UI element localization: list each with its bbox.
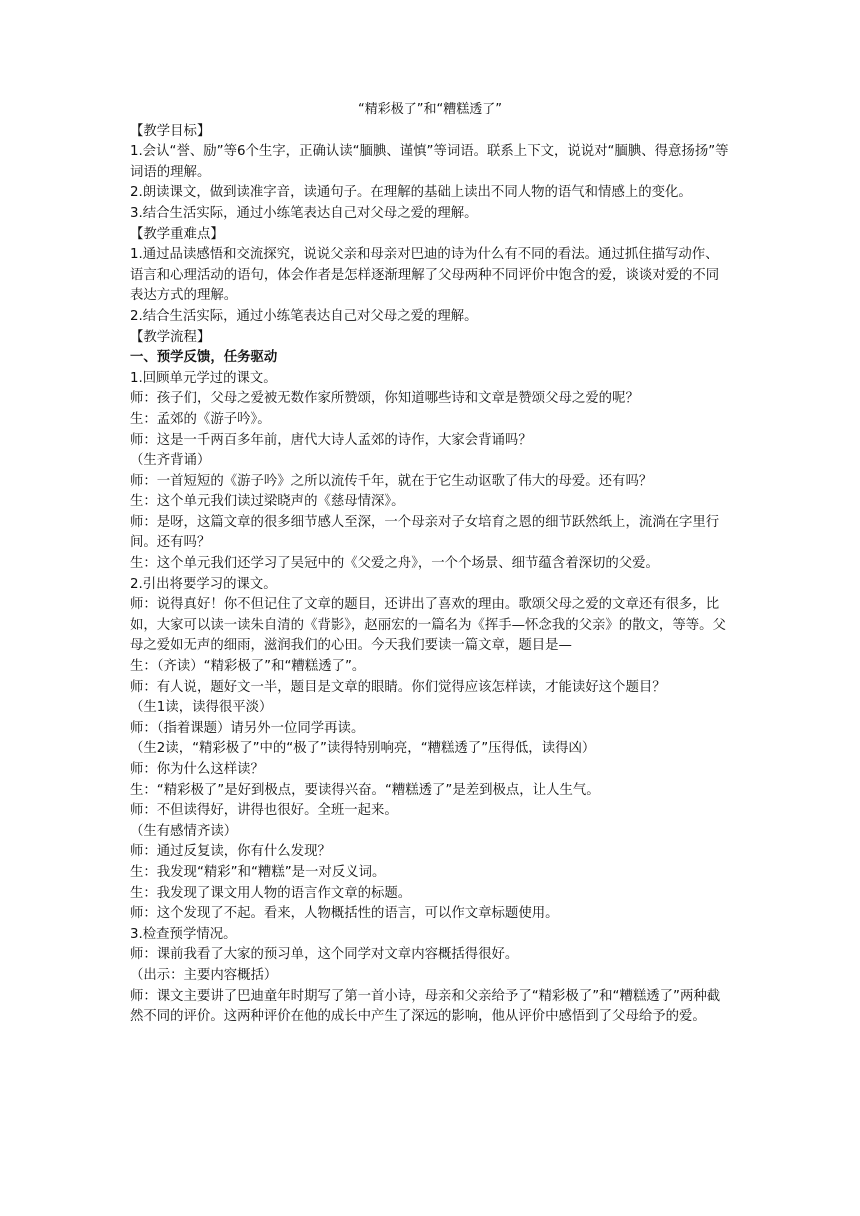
paragraph: 2.朗读课文，做到读准字音，读通句子。在理解的基础上读出不同人物的语气和情感上的变化。	[130, 185, 692, 201]
paragraph: （生1读，读得很平淡）	[130, 700, 273, 716]
paragraph: 师：这是一千两百多年前，唐代大诗人孟郊的诗作，大家会背诵吗？	[130, 432, 532, 448]
section-heading: 【教学重难点】	[130, 226, 224, 242]
paragraph: 师：说得真好！你不但记住了文章的题目，还讲出了喜欢的理由。歌颂父母之爱的文章还有很多，比如，大家可以读一读朱自清的《背影》，赵丽宏的一篇名为《挥手—怀念我的父亲》的散文，等等。父母之爱如无声的细雨，滋润我们的心田。今天我们要读一篇文章，题目是—	[130, 597, 726, 654]
section-heading: 【教学目标】	[130, 123, 211, 139]
paragraph: 生：孟郊的《游子吟》。	[130, 411, 271, 427]
document-title: “精彩极了”和“糟糕透了”	[358, 102, 502, 117]
paragraph: （生有感情齐读）	[130, 823, 238, 839]
paragraph: 3.结合生活实际，通过小练笔表达自己对父母之爱的理解。	[130, 205, 478, 221]
paragraph: 生：我发现“精彩”和“糟糕”是一对反义词。	[130, 864, 386, 880]
paragraph: （生齐背诵）	[130, 453, 211, 469]
paragraph: 生：（齐读）“精彩极了”和“糟糕透了”。	[130, 659, 366, 675]
paragraph: 师：通过反复读，你有什么发现？	[130, 844, 331, 860]
paragraph: （出示：主要内容概括）	[130, 967, 278, 983]
paragraph: 生：“精彩极了”是好到极点，要读得兴奋。“糟糕透了”是差到极点，让人生气。	[130, 782, 600, 798]
paragraph: 3.检查预学情况。	[130, 926, 237, 942]
paragraph: 1.通过品读感悟和交流探究，说说父亲和母亲对巴迪的诗为什么有不同的看法。通过抓住描写动作、语言和心理活动的语句，体会作者是怎样逐渐理解了父母两种不同评价中饱含的爱，谈谈对爱的不同表达方式的理解。	[130, 247, 720, 304]
paragraph: 师：有人说，题好文一半，题目是文章的眼睛。你们觉得应该怎样读，才能读好这个题目？	[130, 679, 666, 695]
paragraph: 生：我发现了课文用人物的语言作文章的标题。	[130, 885, 412, 901]
paragraph: 师：课文主要讲了巴迪童年时期写了第一首小诗，母亲和父亲给予了“精彩极了”和“糟糕透了”两种截然不同的评价。这两种评价在他的成长中产生了深远的影响，他从评价中感悟到了父母给予的爱。	[130, 988, 721, 1025]
subsection-heading: 一、预学反馈，任务驱动	[130, 350, 278, 366]
paragraph: 师：课前我看了大家的预习单，这个同学对文章内容概括得很好。	[130, 947, 519, 963]
paragraph: 师：是呀，这篇文章的很多细节感人至深，一个母亲对子女培育之恩的细节跃然纸上，流淌在字里行间。还有吗？	[130, 514, 720, 551]
paragraph: 师：孩子们，父母之爱被无数作家所赞颂，你知道哪些诗和文章是赞颂父母之爱的呢？	[130, 391, 639, 407]
paragraph: 师：一首短短的《游子吟》之所以流传千年，就在于它生动讴歌了伟大的母爱。还有吗？	[130, 473, 653, 489]
paragraph: 生：这个单元我们还学习了吴冠中的《父爱之舟》，一个个场景、细节蕴含着深切的父爱。	[130, 556, 659, 572]
section-heading: 【教学流程】	[130, 329, 211, 345]
paragraph: 2.结合生活实际，通过小练笔表达自己对父母之爱的理解。	[130, 308, 478, 324]
paragraph: 1.会认“誉、励”等6个生字，正确认读“腼腆、谨慎”等词语。联系上下文，说说对“腼腆、得意扬扬”等词语的理解。	[130, 144, 729, 180]
paragraph: 师：（指着课题）请另外一位同学再读。	[130, 720, 365, 736]
paragraph: 师：这个发现了不起。看来，人物概括性的语言，可以作文章标题使用。	[130, 906, 559, 922]
paragraph: 2.引出将要学习的课文。	[130, 576, 277, 592]
paragraph: 师：你为什么这样读？	[130, 762, 264, 777]
paragraph: 生：这个单元我们读过梁晓声的《慈母情深》。	[130, 494, 405, 510]
paragraph: 师：不但读得好，讲得也很好。全班一起来。	[130, 803, 398, 819]
document-body	[130, 122, 730, 1028]
paragraph: （生2读，“精彩极了”中的“极了”读得特别响亮，“糟糕透了”压得低，读得凶）	[130, 741, 596, 757]
paragraph: 1.回顾单元学过的课文。	[130, 370, 277, 386]
document-page	[130, 100, 730, 1028]
